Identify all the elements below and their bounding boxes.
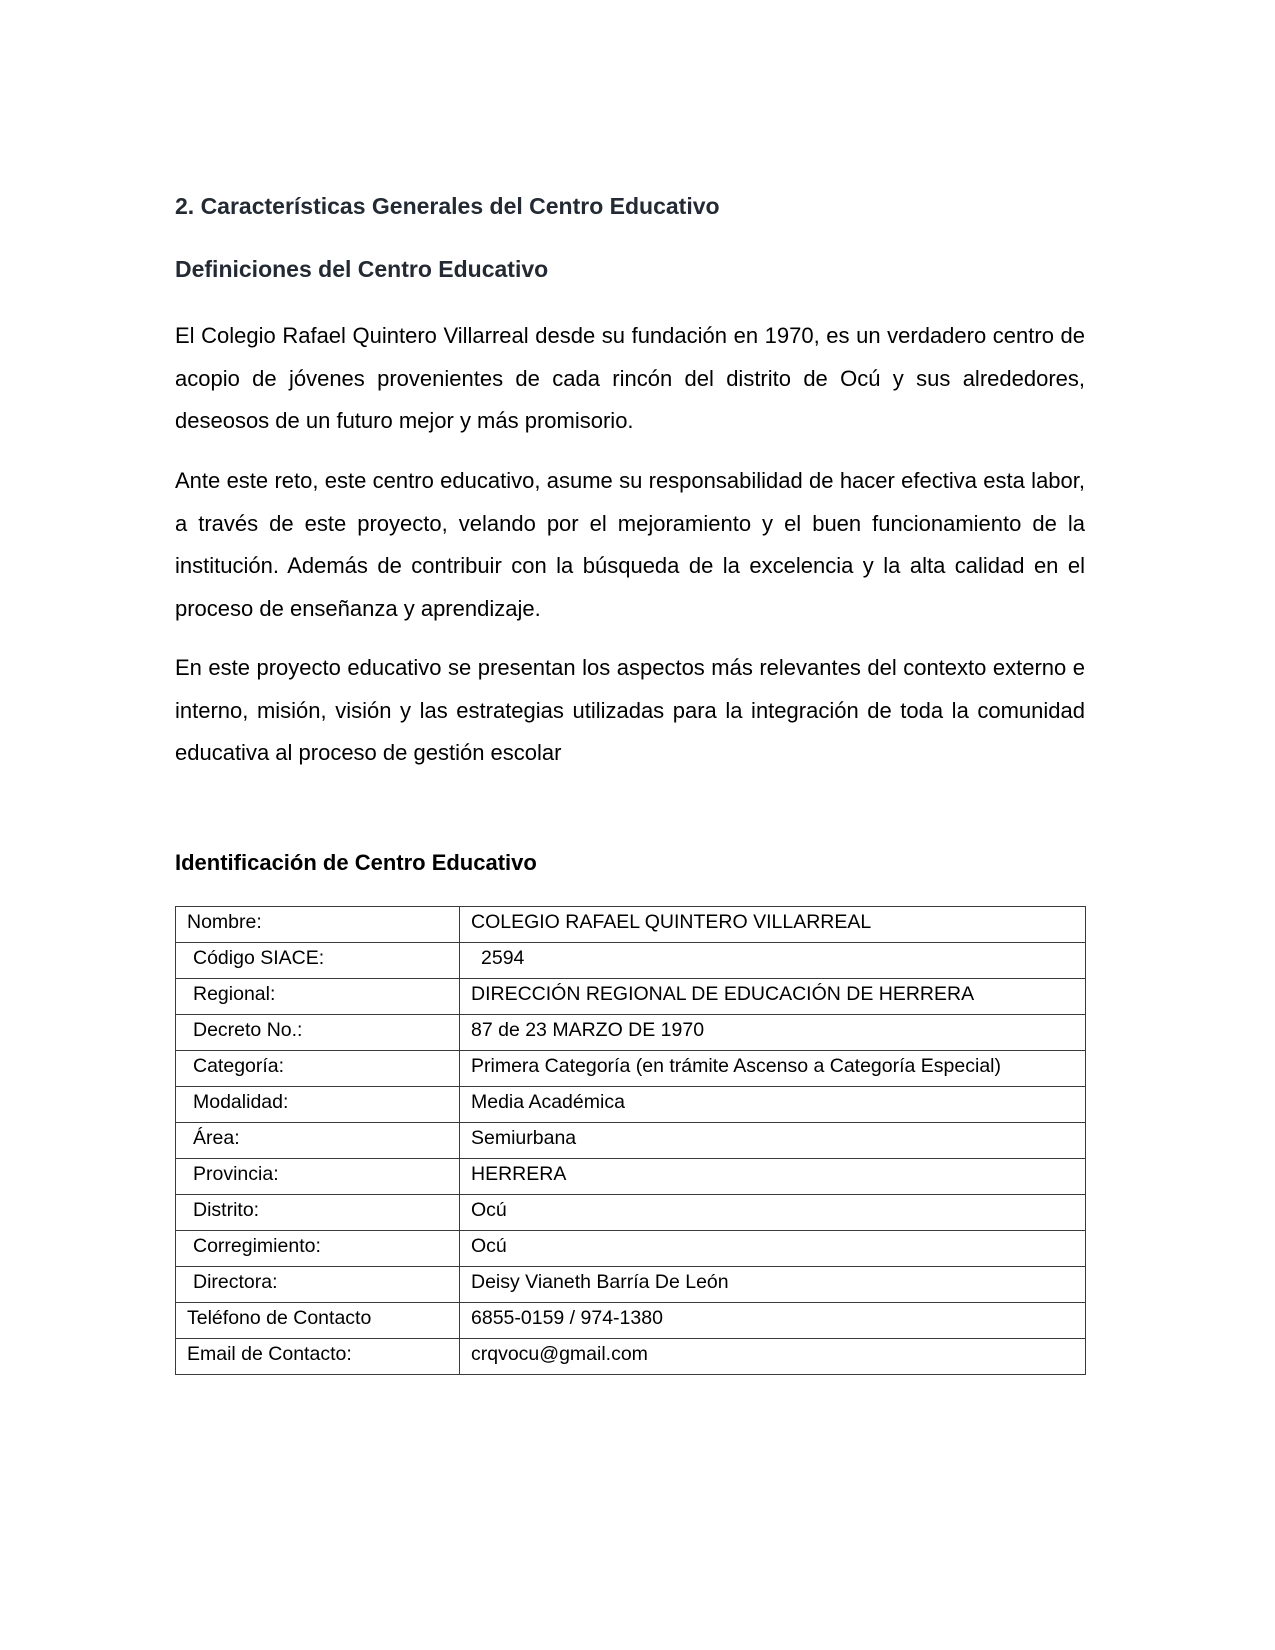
identification-title: Identificación de Centro Educativo	[175, 850, 537, 875]
row-value: 2594	[460, 943, 1086, 979]
table-row	[176, 1087, 1086, 1123]
row-label: Modalidad:	[176, 1087, 460, 1123]
table-row	[176, 1195, 1086, 1231]
row-label: Distrito:	[176, 1195, 460, 1231]
row-value: COLEGIO RAFAEL QUINTERO VILLARREAL	[460, 907, 1086, 943]
row-value: 6855-0159 / 974-1380	[460, 1303, 1086, 1339]
row-label: Nombre:	[176, 907, 460, 943]
row-label: Área:	[176, 1123, 460, 1159]
table-row	[176, 1159, 1086, 1195]
row-label: Código SIACE:	[176, 943, 460, 979]
row-value: Ocú	[460, 1231, 1086, 1267]
row-value: Ocú	[460, 1195, 1086, 1231]
row-label: Teléfono de Contacto	[176, 1303, 460, 1339]
row-label: Directora:	[176, 1267, 460, 1303]
table-row	[176, 1015, 1086, 1051]
section-title: 2. Características Generales del Centro Educativo	[175, 193, 720, 219]
row-value: HERRERA	[460, 1159, 1086, 1195]
table-row	[176, 907, 1086, 943]
identification-table	[175, 906, 1086, 1375]
row-label: Email de Contacto:	[176, 1339, 460, 1375]
row-value: Deisy Vianeth Barría De León	[460, 1267, 1086, 1303]
row-label: Decreto No.:	[176, 1015, 460, 1051]
row-value: Semiurbana	[460, 1123, 1086, 1159]
row-value: DIRECCIÓN REGIONAL DE EDUCACIÓN DE HERRERA	[460, 979, 1086, 1015]
row-label: Provincia:	[176, 1159, 460, 1195]
table-row	[176, 1231, 1086, 1267]
row-label: Corregimiento:	[176, 1231, 460, 1267]
paragraph-history: El Colegio Rafael Quintero Villarreal desde su fundación en 1970, es un verdadero centro de acopio de jóvenes provenientes de cada rincón del distrito de Ocú y sus alrededores, deseosos de un futuro mejor y más promisorio.	[175, 323, 1085, 433]
table-row	[176, 943, 1086, 979]
paragraph-responsibility: Ante este reto, este centro educativo, asume su responsabilidad de hacer efectiva esta labor, a través de este proyecto, velando por el mejoramiento y el buen funcionamiento de la institución. Además de contribuir con la búsqueda de la excelencia y la alta calidad en el proceso de enseñanza y aprendizaje.	[175, 468, 1085, 621]
table-row	[176, 1303, 1086, 1339]
subsection-title: Definiciones del Centro Educativo	[175, 256, 549, 282]
row-value: Primera Categoría (en trámite Ascenso a Categoría Especial)	[460, 1051, 1086, 1087]
table-row	[176, 979, 1086, 1015]
paragraph-project-scope: En este proyecto educativo se presentan los aspectos más relevantes del contexto externo e interno, misión, visión y las estrategias utilizadas para la integración de toda la comunidad educativa al proceso de gestión escolar	[175, 655, 1085, 765]
table-row	[176, 1123, 1086, 1159]
table-row	[176, 1267, 1086, 1303]
row-value: 87 de 23 MARZO DE 1970	[460, 1015, 1086, 1051]
table-row	[176, 1051, 1086, 1087]
row-label: Regional:	[176, 979, 460, 1015]
row-value-email: crqvocu@gmail.com	[460, 1339, 1086, 1375]
row-value: Media Académica	[460, 1087, 1086, 1123]
row-label: Categoría:	[176, 1051, 460, 1087]
table-row	[176, 1339, 1086, 1375]
